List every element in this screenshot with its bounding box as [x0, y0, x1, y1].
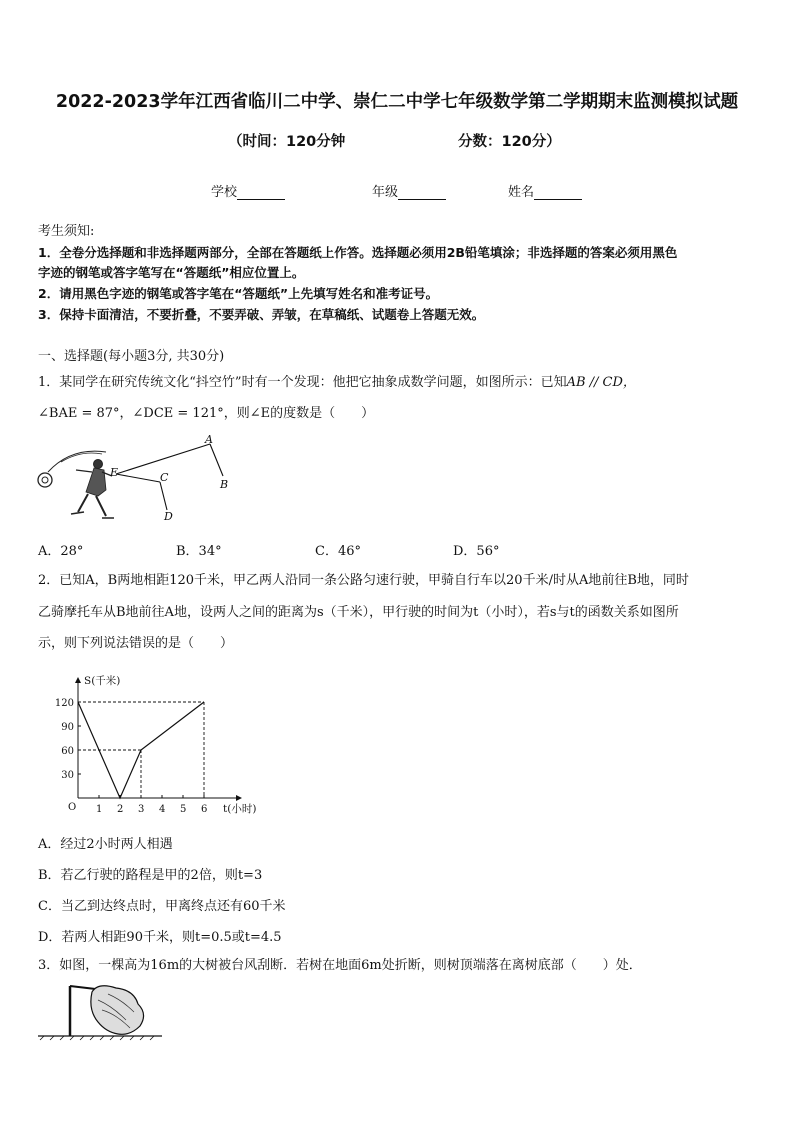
name-field	[508, 181, 582, 200]
notice-item-2: 2．请用黑色字迹的钢笔或答字笔在“答题纸”上先填写姓名和准考证号。	[38, 286, 439, 301]
label-D: D	[164, 510, 173, 523]
diabolo-player-illustration	[38, 451, 114, 518]
label-E: E	[110, 466, 119, 479]
school-blank	[237, 186, 285, 200]
x-tick-label: 5	[180, 804, 187, 815]
segment-EA	[116, 444, 210, 474]
q2-option-c: C．当乙到达终点时，甲离终点还有60千米	[38, 899, 286, 914]
school-label: 学校	[211, 185, 238, 200]
q3-stem: 3．如图，一棵高为16m的大树被台风刮断．若树在地面6m处折断，则树顶端落在离树底部（ ）处．	[38, 958, 642, 973]
exam-score: 分数：120分）	[458, 134, 561, 150]
grade-blank	[398, 186, 446, 200]
q1-parallel: AB // CD，	[566, 375, 636, 390]
x-tick-label: 3	[138, 804, 145, 815]
tree-crown	[91, 986, 144, 1035]
name-label: 姓名	[508, 185, 535, 200]
series-line	[78, 702, 204, 798]
y-axis-label: S(千米)	[84, 675, 121, 687]
notice-item-1b: 字迹的钢笔或答字笔写在“答题纸”相应位置上。	[38, 265, 305, 280]
y-axis-arrow	[75, 677, 81, 683]
y-tick-label: 120	[54, 698, 74, 709]
notice-title: 考生须知:	[38, 224, 95, 239]
q2-option-d: D．若两人相距90千米，则t=0.5或t=4.5	[38, 930, 282, 945]
exam-time: （时间：120分钟	[228, 134, 346, 150]
label-A: A	[205, 433, 213, 446]
exam-title: 2022-2023学年江西省临川二中学、崇仁二中学七年级数学第二学期期末监测模拟试题	[55, 92, 739, 112]
q2-stem-line1: 2．已知A，B两地相距120千米，甲乙两人沿同一条公路匀速行驶，甲骑自行车以20千米/时从A地前往B地，同时	[38, 573, 689, 588]
y-tick-label: 90	[61, 722, 74, 733]
q1-option-c: C．46°	[315, 544, 361, 559]
q3-figure-broken-tree	[36, 980, 166, 1042]
y-tick-label: 60	[61, 746, 74, 757]
x-axis-label: t(小时)	[223, 803, 257, 815]
label-C: C	[160, 471, 169, 484]
x-tick-label: 4	[159, 804, 166, 815]
x-axis-arrow	[236, 795, 242, 801]
q1-stem-line1	[38, 373, 758, 393]
q1-option-b: B．34°	[176, 544, 222, 559]
q1-option-a: A．28°	[38, 544, 84, 559]
chart-series	[78, 702, 204, 798]
grade-label: 年级	[372, 185, 399, 200]
q2-stem-line2: 乙骑摩托车从B地前往A地，设两人之间的距离为s（千米），甲行驶的时间为t（小时），若s与t的函数关系如图所	[38, 605, 679, 620]
grade-field	[372, 181, 446, 200]
x-tick-label: 2	[117, 804, 124, 815]
distance-time-chart	[38, 662, 278, 822]
q2-option-a: A．经过2小时两人相遇	[38, 837, 173, 852]
segment-CD	[160, 482, 167, 510]
name-blank	[534, 186, 582, 200]
y-tick-label: 30	[61, 770, 74, 781]
notice-item-1a: 1．全卷分选择题和非选择题两部分，全部在答题纸上作答。选择题必须用2B铅笔填涂；非选择题的答案必须用黑色	[38, 245, 678, 260]
segment-AB	[210, 444, 223, 476]
notice-item-3: 3．保持卡面清洁，不要折叠，不要弄破、弄皱，在草稿纸、试题卷上答题无效。	[38, 307, 485, 322]
q1-text: 1．某同学在研究传统文化“抖空竹”时有一个发现：他把它抽象成数学问题，如图所示：已知	[38, 375, 567, 390]
x-tick-label: 6	[201, 804, 208, 815]
q1-stem-line2: ∠BAE = 87°，∠DCE = 121°，则∠E的度数是（ ）	[38, 406, 375, 421]
q1-option-d: D．56°	[453, 544, 500, 559]
origin-label: O	[68, 802, 77, 813]
q1-figure	[36, 432, 236, 528]
section-title: 一、选择题(每小题3分, 共30分)	[38, 349, 225, 364]
q2-option-b: B．若乙行驶的路程是甲的2倍，则t=3	[38, 868, 263, 883]
angle-diagram	[116, 444, 223, 510]
label-B: B	[220, 478, 229, 491]
x-tick-label: 1	[96, 804, 103, 815]
q2-stem-line3: 示，则下列说法错误的是（ ）	[38, 636, 234, 651]
segment-EC	[116, 474, 160, 482]
school-field	[211, 181, 285, 200]
